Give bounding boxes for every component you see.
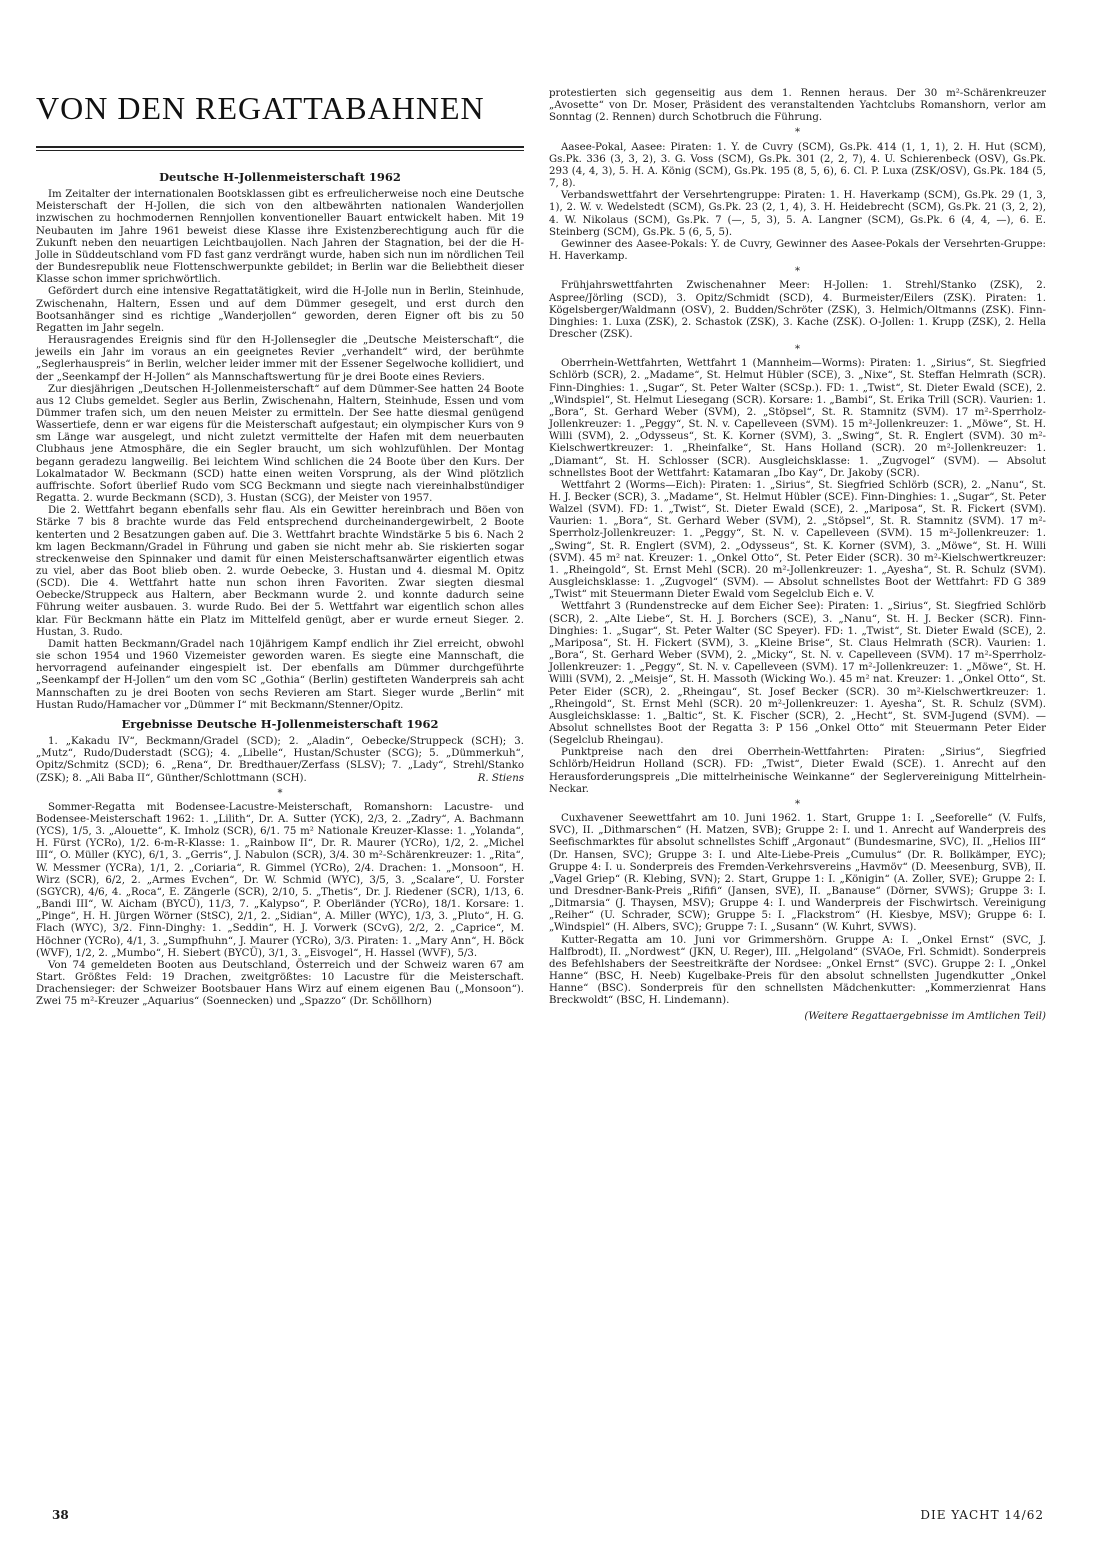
paragraph: protestierten sich gegenseitig aus dem 1. Rennen heraus. Der 30 m²-Schärenkreuzer „Avosette“ von Dr. Moser, Präsident des veranstaltenden Yachtclubs Romanshorn, verlor am Sonntag (2. Rennen) durch Schotbruch die Führung. bbox=[549, 88, 1046, 124]
section-separator: * bbox=[795, 127, 800, 139]
paragraph: Oberrhein-Wettfahrten, Wettfahrt 1 (Mannheim—Worms): Piraten: 1. „Sirius“, St. Siegfried Schlörb (SCR), 2. „Madame“, St. Helmut Hübler (SCE), 3. „Nixe“, St. Steffan Helmrath (SCR). Finn-Dinghies: 1. „Sugar“, St. Peter Walter (SCSp.). FD: 1. „Twist“, St. Dieter Ewald (SCE), 2. „Windspiel“, St. Helmut Liesegang (SCR). Korsare: 1. „Bambi“, St. Erika Trill (SCR). Vaurien: 1. „Bora“, St. Gerhard Weber (SVM), 2. „Stöpsel“, St. R. Stamnitz (SVM). 17 m²-Sperrholz-Jollenkreuzer: 1. „Peggy“, St. N. v. Capelleveen (SVM). 15 m²-Jollenkreuzer: 1. „Möwe“, St. H. Willi (SVM), 2. „Odysseus“, St. K. Korner (SVM), 3. „Swing“, St. R. Englert (SVM). 30 m²-Kielschwertkreuzer: 1. „Rheinfalke“, St. Hans Holland (SCR). 20 m²-Jollenkreuzer: 1. „Diamant“, St. H. Schlosser (SCR). Ausgleichsklasse: 1. „Zugvogel“ (SVM). — Absolut schnellstes Boot der Wettfahrt: Katamaran „Ibo Kay“, Dr. Jakoby (SCR). bbox=[549, 358, 1046, 479]
paragraph: Gewinner des Aasee-Pokals: Y. de Cuvry, Gewinner des Aasee-Pokals der Versehrten-Gruppe: H. Haverkamp. bbox=[549, 238, 1046, 263]
title-rule bbox=[36, 146, 524, 148]
paragraph: Cuxhavener Seewettfahrt am 10. Juni 1962. 1. Start, Gruppe 1: I. „Seeforelle“ (V. Fulfs, SVC), II. „Dithmarschen“ (H. Matzen, SVB); Gruppe 2: I. und 1. Anrecht auf Wanderpreis des Seefischmarktes für absolut schnellstes Schiff „Argonaut“ (Bundesmarine, SVC), II. „Helios III“ (Dr. Hansen, SVC); Gruppe 3: I. und Alte-Liebe-Preis „Cumulus“ (Dr. R. Bollkämper, EYC); Gruppe 4: I. u. Sonderpreis des Fremden-Verkehrsvereins „Havmöv“ (D. Meesenburg, SVB), II. „Vagel Griep“ (R. Klebing, SVN); 2. Start, Gruppe 1: I. „Königin“ (A. Zoller, SVE); Gruppe 2: I. und Dresdner-Bank-Preis „Rififi“ (Jansen, SVE), II. „Banause“ (Dörner, SVWS); Gruppe 3: I. „Ditmarsia“ (J. Thaysen, MSV); Gruppe 4: I. und Wanderpreis der Fischwirtsch. Vereinigung „Reiher“ (U. Schrader, SCW); Gruppe 5: I. „Flackstrom“ (H. Kiesbye, MSV); Gruppe 6: I. „Windspiel“ (H. Albers, SVC); Gruppe 7: I. „Susann“ (W. Kuhrt, SVWS). bbox=[549, 813, 1046, 934]
page-number: 38 bbox=[52, 1508, 69, 1522]
paragraph: Verbandswettfahrt der Versehrtengruppe: Piraten: 1. H. Haverkamp (SCM), Gs.Pk. 29 (1, 3, 1), 2. W. v. Wedelstedt (SCM), Gs.Pk. 23 (2, 1, 4), 3. H. Heidebrecht (SCM), Gs.Pk. 21 (3, 2, 2), 4. W. Nikolaus (SCM), Gs.Pk. 7 (—, 5, 3), 5. A. Langner (SCM), Gs.Pk. 6 (4, 4, —), 6. E. Steinberg (SCM), Gs.Pk. 5 (6, 5, 5). bbox=[549, 190, 1046, 238]
right-column bbox=[549, 88, 1046, 1023]
paragraph: Wettfahrt 3 (Rundenstrecke auf dem Eicher See): Piraten: 1. „Sirius“, St. Siegfried Schlörb (SCR), 2. „Alte Liebe“, St. H. J. Borchers (SCE), 3. „Nanu“, St. H. J. Becker (SCR). Finn-Dinghies: 1. „Sugar“, St. Peter Walter (SC Speyer). FD: 1. „Twist“, St. Dieter Ewald (SCE), 2. „Mariposa“, St. H. Fickert (SVM), 3. „Kleine Brise“, St. Claus Helmrath (SCR). Vaurien: 1. „Bora“, St. Gerhard Weber (SVM), 2. „Micky“, St. N. v. Capelleveen (SVM). 17 m²-Sperrholz-Jollenkreuzer: 1. „Peggy“, St. N. v. Capelleveen (SVM). 17 m²-Jollenkreuzer: 1. „Möwe“, St. H. Willi (SVM), 2. „Meisje“, St. H. Massoth (Wicking Wo.). 45 m² nat. Kreuzer: 1. „Onkel Otto“, St. Peter Eider (SCR), 2. „Rheingau“, St. Josef Becker (SCR). 30 m²-Kielschwertkreuzer: 1. „Rheingold“, St. Ernst Mehl (SCR). 20 m²-Jollenkreuzer: 1. Ayesha“, St. R. Schulz (SVM). Ausgleichsklasse: 1. „Baltic“, St. K. Fischer (SCR), 2. „Hecht“, St. SVM-Jugend (SVM). — Absolut schnellstes Boot der Regatta 3: P 156 „Onkel Otto“ mit Steuermann Peter Eider (Segelclub Rheingau). bbox=[549, 601, 1046, 747]
paragraph: Von 74 gemeldeten Booten aus Deutschland, Österreich und der Schweiz waren 67 am Start. Größtes Feld: 19 Drachen, zweitgrößtes: 10 Lacustre für die Meisterschaft. Drachensieger: der Schweizer Bootsbauer Hans Wirz auf einem eigenen Bau („Monsoon“). Zwei 75 m²-Kreuzer „Aquarius“ (Soennecken) und „Spazzo“ (Dr. Schöllhorn) bbox=[36, 959, 524, 1008]
section-separator: * bbox=[795, 266, 800, 278]
paragraph: Im Zeitalter der internationalen Bootsklassen gibt es erfreulicherweise noch eine Deutsche Meisterschaft der H-Jollen, die sich von den altbewährten nationalen Wanderjollen inzwischen zu hochmodernen Rennjollen konventioneller Bauart entwickelt haben. Mit 19 Neubauten im Jahre 1961 beweist diese Klasse ihre Existenzberechtigung auch für die Zukunft neben den neuartigen Leichtbaujollen. Nach Jahren der Stagnation, bei der die H-Jolle in Süddeutschland vom FD fast ganz verdrängt wurde, haben sich nun im nördlichen Teil der Bundesrepublik neue Flottenschwerpunkte gebildet; in Berlin war die Beliebtheit dieser Klasse schon immer sprichwörtlich. bbox=[36, 189, 524, 286]
page-title: VON DEN REGATTABAHNEN bbox=[36, 90, 485, 126]
section-separator: * bbox=[795, 798, 800, 810]
section-separator: * bbox=[795, 344, 800, 356]
paragraph: Sommer-Regatta mit Bodensee-Lacustre-Meisterschaft, Romanshorn: Lacustre- und Bodensee-Meisterschaft 1962: 1. „Lilith“, Dr. A. Sutter (YCK), 2/3, 2. „Zadry“, A. Bachmann (YCS), 1/5, 3. „Alouette“, K. Imholz (SCR), 6/1. 75 m² Nationale Kreuzer-Klasse: 1. „Yolanda“, H. Fürst (YCRo), 1/2. 6-m-R-Klasse: 1. „Rainbow II“, Dr. R. Maurer (YCRo), 1/2, 2. „Michel III“, O. Müller (KYC), 6/1, 3. „Gerris“, J. Nabulon (SCR), 3/4. 30 m²-Schärenkreuzer: 1. „Rita“, W. Messmer (YCRa), 1/1, 2. „Coriaria“, R. Gimmel (YCRo), 2/4. Drachen: 1. „Monsoon“, H. Wirz (SCR), 6/2, 2. „Armes Evchen“, Dr. W. Schmid (WYC), 3/5, 3. „Scalare“, U. Forster (SGYCR), 4/6, 4. „Roca“, E. Zängerle (SCR), 2/10, 5. „Thetis“, Dr. J. Riedener (SCR), 1/13, 6. „Bandi III“, W. Aicham (BYCÜ), 11/3, 7. „Kalypso“, P. Oberländer (YCRo), 18/1. Korsare: 1. „Pinge“, H. H. Jürgen Wörner (StSC), 2/1, 2. „Sidian“, A. Miller (WYC), 1/3, 3. „Pluto“, H. G. Flach (WYC), 3/2. Finn-Dinghy: 1. „Seddin“, H. J. Vorwerk (SCvG), 2/2, 2. „Caprice“, M. Höchner (YCRo), 4/1, 3. „Sumpfhuhn“, J. Maurer (YCRo), 3/3. Piraten: 1. „Mary Ann“, H. Böck (WVF), 1/2, 2. „Mumbo“, H. Siebert (BYCÜ), 3/1, 3. „Eisvogel“, H. Hassel (WVF), 5/3. bbox=[36, 801, 524, 959]
section-separator: * bbox=[277, 787, 283, 799]
paragraph: Damit hatten Beckmann/Gradel nach 10jährigem Kampf endlich ihr Ziel erreicht, obwohl sie schon 1954 und 1960 Vizemeister geworden waren. Es siegte eine Mannschaft, die hervorragend aufeinander eingespielt ist. Der ebenfalls am Dümmer durchgeführte „Seenkampf der H-Jollen“ um den vom SC „Gothia“ (Berlin) gestifteten Wanderpreis sah acht Mannschaften zu je drei Booten von sechs Revieren am Start. Sieger wurde „Berlin“ mit Hustan Rudo/Hamacher vor „Dümmer I“ mit Beckmann/Stenner/Opitz. bbox=[36, 638, 524, 711]
article-heading: Deutsche H-Jollenmeisterschaft 1962 bbox=[159, 170, 401, 184]
paragraph: Die 2. Wettfahrt begann ebenfalls sehr flau. Als ein Gewitter hereinbrach und Böen von Stärke 7 bis 8 brachte wurde das Feld entsprechend durcheinandergewirbelt, 2 Boote kenterten und 2 Besatzungen gaben auf. Die 3. Wettfahrt brachte Windstärke 5 bis 6. Nach 2 km lagen Beckmann/Gradel in Führung und gaben sie nicht mehr ab. Sie riskierten sogar streckenweise den Spinnaker und damit für einen Meisterschaftsanwärter eigentlich etwas zu viel, aber das Boot blieb oben. 2. wurde Oebecke, 3. Hustan und 4. diesmal M. Opitz (SCD). Die 4. Wettfahrt hatte nun schon ihren Favoriten. Zwar siegten diesmal Oebecke/Struppeck aus Haltern, aber Beckmann wurde 2. und konnte dadurch seine Führung weiter ausbauen. 3. wurde Rudo. Bei der 5. Wettfahrt war eigentlich schon alles klar. Für Beckmann hätte ein Platz im Mittelfeld genügt, aber er wurde erneut Sieger. 2. Hustan, 3. Rudo. bbox=[36, 505, 524, 638]
paragraph: Aasee-Pokal, Aasee: Piraten: 1. Y. de Cuvry (SCM), Gs.Pk. 414 (1, 1, 1), 2. H. Hut (SCM), Gs.Pk. 336 (3, 3, 2), 3. G. Voss (SCM), Gs.Pk. 301 (2, 2, 7), 4. U. Schierenbeck (OSV), Gs.Pk. 293 (4, 4, 3), 5. H. A. König (SCM), Gs.Pk. 195 (8, 5, 6), 6. Cl. P. Luxa (ZSK/OSV), Gs.Pk. 184 (5, 7, 8). bbox=[549, 141, 1046, 190]
magazine-issue: DIE YACHT 14/62 bbox=[920, 1508, 1044, 1522]
results-text: 1. „Kakadu IV“, Beckmann/Gradel (SCD); 2. „Aladin“, Oebecke/Struppeck (SCH); 3. „Mutz“, Rudo/Duderstadt (SCG); 4. „Libelle“, Hustan/Schuster (SCG); 5. „Dümmerkuh“, Opitz/Schmitz (SCD); 6. „Rena“, Dr. Bredthauer/Zerfass (SLSV); 7. „Lady“, Strehl/Stanko (ZSK); 8. „Ali Baba II“, Günther/Schlottmann (SCH). bbox=[36, 736, 524, 784]
paragraph: Zur diesjährigen „Deutschen H-Jollenmeisterschaft“ auf dem Dümmer-See hatten 24 Boote aus 12 Clubs gemeldet. Segler aus Berlin, Zwischenahn, Haltern, Steinhude, Essen und vom Dümmer trafen sich, um den neuen Meister zu ermitteln. Der See hatte diesmal genügend Wassertiefe, denn er war eigens für die Meisterschaft aufgestaut; ein olympischer Kurs von 9 sm Länge war ausgelegt, und nicht zuletzt vermittelte der Hafen mit dem neuerbauten Clubhaus jene Atmosphäre, die ein Segler braucht, um sich wohlzufühlen. Der Montag begann geradezu langweilig. Bei leichtem Wind schlichen die 24 Boote über den Kurs. Der Lokalmatador W. Beckmann (SCD) hatte einen weiten Vorsprung, als der Wind plötzlich auffrischte. Sofort überlief Rudo vom SCG Beckmann und siegte nach viereinhalbstündiger Regatta. 2. wurde Beckmann (SCD), 3. Hustan (SCG), der Meister von 1957. bbox=[36, 383, 524, 505]
title-rule-thin bbox=[36, 150, 524, 151]
paragraph: Herausragendes Ereignis sind für den H-Jollensegler die „Deutsche Meisterschaft“, die jeweils ein Jahr im voraus an ein geeignetes Revier „verhandelt“ wird, der berühmte „Seglerhauspreis“ in Berlin, welcher leider immer mit der Essener Segelwoche kollidiert, und der „Seenkampf der H-Jollen“ als Mannschaftswertung für je drei Boote eines Reviers. bbox=[36, 335, 524, 383]
results-paragraph bbox=[36, 736, 524, 785]
results-heading: Ergebnisse Deutsche H-Jollenmeisterschaft 1962 bbox=[121, 716, 439, 731]
author-signature: R. Stiens bbox=[477, 772, 524, 784]
paragraph: Gefördert durch eine intensive Regattatätigkeit, wird die H-Jolle nun in Berlin, Steinhude, Zwischenahn, Haltern, Essen und auf dem Dümmer gesegelt, und erst durch den Bootsanhänger sind es richtige „Wanderjollen“ geworden, deren Eigner oft bis zu 50 Regatten im Jahr segeln. bbox=[36, 286, 524, 334]
footnote: (Weitere Regattaergebnisse im Amtlichen Teil) bbox=[804, 1010, 1046, 1022]
left-column bbox=[36, 88, 524, 1008]
paragraph: Wettfahrt 2 (Worms—Eich): Piraten: 1. „Sirius“, St. Siegfried Schlörb (SCR), 2. „Nanu“, St. H. J. Becker (SCR), 3. „Madame“, St. Helmut Hübler (SCE). Finn-Dinghies: 1. „Sugar“, St. Peter Walzel (SVM). FD: 1. „Twist“, St. Dieter Ewald (SCE), 2. „Mariposa“, St. R. Fickert (SVM). Vaurien: 1. „Bora“, St. Gerhard Weber (SVM), 2. „Stöpsel“, St. R. Stamnitz (SVM). 17 m²-Sperrholz-Jollenkreuzer: 1. „Peggy“, St. N. v. Capelleveen (SVM). 15 m²-Jollenkreuzer: 1. „Swing“, St. R. Englert (SVM), 2. „Odysseus“, St. K. Korner (SVM), 3. „Möwe“, St. H. Willi (SVM). 45 m² nat. Kreuzer: 1. „Onkel Otto“, St. Peter Eider (SCR). 30 m²-Kielschwertkreuzer: 1. „Rheingold“, St. Ernst Mehl (SCR). 20 m²-Jollenkreuzer: 1. „Ayesha“, St. R. Schulz (SVM). Ausgleichsklasse: 1. „Zugvogel“ (SVM). — Absolut schnellstes Boot der Wettfahrt: FD G 389 „Twist“ mit Steuermann Dieter Ewald vom Segelclub Eich e. V. bbox=[549, 479, 1046, 601]
paragraph: Punktpreise nach den drei Oberrhein-Wettfahrten: Piraten: „Sirius“, Siegfried Schlörb/Heidrun Holland (SCR). FD: „Twist“, Dieter Ewald (SCE). 1. Anrecht auf den Herausforderungspreis „Die mittelrheinische Weinkanne“ der Seglervereinigung Mittelrhein-Neckar. bbox=[549, 747, 1046, 795]
paragraph: Frühjahrswettfahrten Zwischenahner Meer: H-Jollen: 1. Strehl/Stanko (ZSK), 2. Aspree/Jörling (SCD), 3. Opitz/Schmidt (SCD), 4. Burmeister/Eilers (ZSK). Piraten: 1. Kögelsberger/Waldmann (OSV), 2. Budden/Schröter (ZSK), 3. Helmich/Oltmanns (ZSK). Finn-Dinghies: 1. Luxa (ZSK), 2. Schastok (ZSK), 3. Kache (ZSK). O-Jollen: 1. Krupp (ZSK), 2. Hella Drescher (ZSK). bbox=[549, 280, 1046, 340]
paragraph: Kutter-Regatta am 10. Juni vor Grimmershörn. Gruppe A: I. „Onkel Ernst“ (SVC, J. Halfbrodt), II. „Nordwest“ (JKN, U. Reger), III. „Helgoland“ (SVAOe, Frl. Schmidt). Sonderpreis des Befehlshabers der Seestreitkräfte der Nordsee: „Onkel Ernst“ (SVC). Gruppe 2: I. „Onkel Hanne“ (BSC, H. Neeb) Kugelbake-Preis für den absolut schnellsten Jugendkutter „Onkel Hanne“ (BSC). Sonderpreis für den schnellsten Mädchenkutter: „Kommerzienrat Hans Breckwoldt“ (BSC, H. Lindemann). bbox=[549, 934, 1046, 1007]
